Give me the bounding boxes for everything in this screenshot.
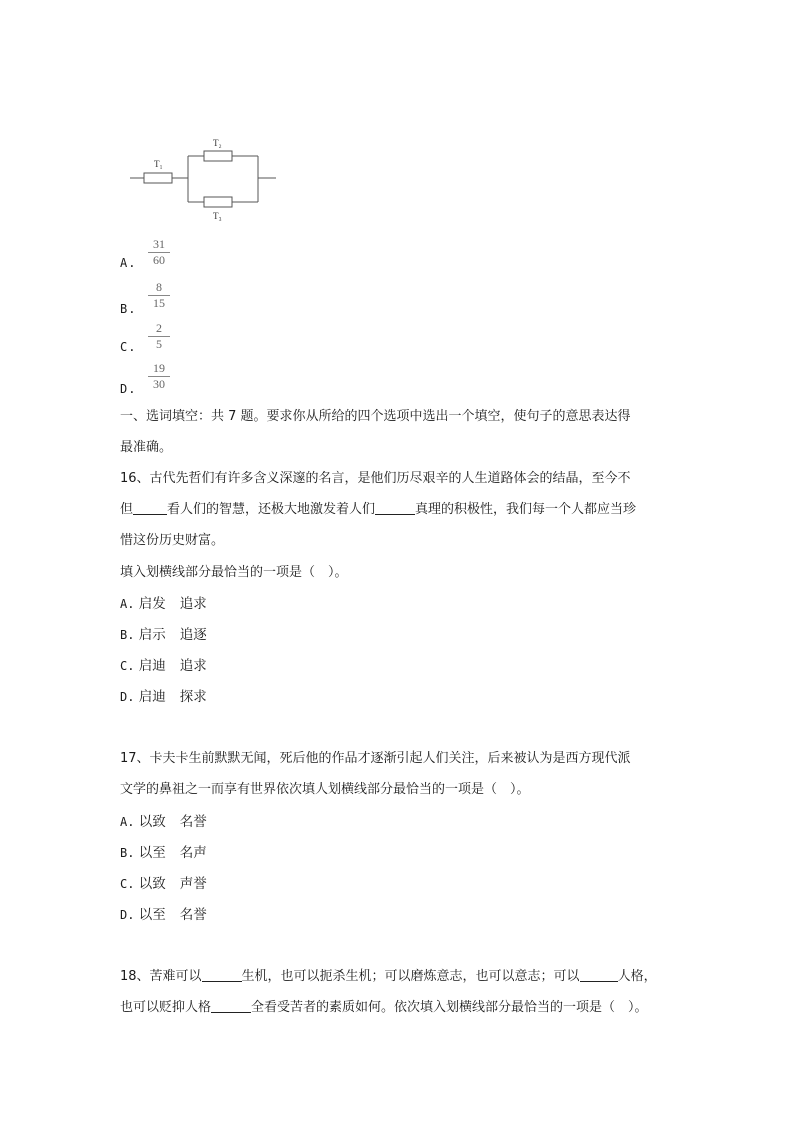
option-letter: B. [120, 628, 135, 642]
denominator: 15 [153, 296, 165, 310]
q17-option-d[interactable] [120, 903, 207, 923]
option-letter: A. [120, 597, 135, 611]
option-letter: A. [120, 815, 135, 829]
q16-text-segment: 真理的积极性，我们每一个人都应当珍 [415, 502, 637, 517]
resistor-t3 [204, 197, 232, 207]
option-word-1: 以至 [138, 907, 166, 923]
q16-text-line-2 [120, 498, 636, 517]
q18-text-segment: 也可以贬抑人格 [120, 1000, 212, 1015]
option-word-1: 以至 [138, 845, 166, 861]
circuit-diagram [128, 136, 278, 222]
numerator: 19 [153, 361, 165, 375]
option-word-2: 探求 [179, 689, 207, 705]
option-letter: D. [120, 908, 135, 922]
option-letter: B. [120, 846, 135, 860]
option-word-2: 声誉 [179, 876, 207, 892]
numerator: 31 [153, 237, 165, 251]
resistor-t1 [144, 173, 172, 183]
q16-text-line-3: 惜这份历史财富。 [120, 533, 225, 548]
option-letter: B. [120, 302, 137, 316]
fraction [148, 322, 170, 351]
q17-option-c[interactable] [120, 872, 207, 892]
option-word-1: 以致 [138, 814, 166, 830]
option-word-2: 追逐 [179, 627, 207, 643]
option-letter: D. [120, 690, 135, 704]
q16-option-b[interactable] [120, 623, 207, 643]
numerator: 8 [156, 280, 162, 294]
q18-text-segment: 人格， [617, 969, 657, 984]
resistor-t2 [204, 151, 232, 161]
option-letter: D. [120, 382, 137, 396]
label-t2: T₂ [213, 138, 222, 148]
q16-text-line-1: 16、古代先哲们有许多含义深邃的名言，是他们历尽艰辛的人生道路体会的结晶，至今不 [120, 471, 631, 486]
answer-blank[interactable] [211, 998, 251, 1013]
denominator: 30 [153, 377, 165, 391]
option-word-2: 名誉 [179, 814, 207, 830]
option-word-1: 以致 [138, 876, 166, 892]
q16-option-a[interactable] [120, 592, 207, 612]
q18-text-line-2 [120, 996, 648, 1015]
option-letter: C. [120, 659, 135, 673]
option-word-1: 启发 [138, 596, 166, 612]
q18-text-line-1 [120, 965, 657, 984]
option-word-1: 启迪 [138, 658, 166, 674]
q18-text-segment: 生机，也可以扼杀生机；可以磨炼意志，也可以意志；可以 [241, 969, 580, 984]
answer-blank[interactable] [133, 500, 167, 515]
option-letter: C. [120, 340, 137, 354]
option-letter: C. [120, 877, 135, 891]
q16-option-c[interactable] [120, 654, 207, 674]
q16-text-segment: 看人们的智慧，还极大地激发着人们 [167, 502, 376, 517]
answer-blank[interactable] [202, 967, 242, 982]
q16-option-d[interactable] [120, 685, 207, 705]
option-letter: A. [120, 256, 137, 270]
q17-option-b[interactable] [120, 841, 207, 861]
q18-text-segment: 18、苦难可以 [120, 969, 202, 984]
fraction [148, 362, 170, 391]
option-word-2: 名誉 [179, 907, 207, 923]
section-heading-line-1: 一、选词填空：共 7 题。要求你从所给的四个选项中选出一个填空，使句子的意思表达得 [120, 409, 631, 424]
answer-blank[interactable] [375, 500, 415, 515]
option-word-2: 追求 [179, 658, 207, 674]
denominator: 5 [156, 337, 162, 351]
fraction [148, 281, 170, 310]
q17-option-a[interactable] [120, 810, 207, 830]
denominator: 60 [153, 253, 165, 267]
q17-text-line-2: 文学的鼻祖之一而享有世界依次填人划横线部分最恰当的一项是（ ）。 [120, 782, 530, 797]
label-t3: T₃ [213, 211, 222, 221]
q17-text-line-1: 17、卡夫卡生前默默无闻，死后他的作品才逐渐引起人们关注，后来被认为是西方现代派 [120, 751, 631, 766]
option-word-2: 追求 [179, 596, 207, 612]
numerator: 2 [156, 321, 162, 335]
q16-text-segment: 但 [120, 502, 134, 517]
q18-text-segment: 全看受苦者的素质如何。依次填入划横线部分最恰当的一项是（ ）。 [251, 1000, 648, 1015]
option-word-2: 名声 [179, 845, 207, 861]
fraction [148, 238, 170, 267]
label-t1: T₁ [154, 159, 163, 169]
q16-prompt: 填入划横线部分最恰当的一项是（ ）。 [120, 565, 348, 580]
option-word-1: 启示 [138, 627, 166, 643]
option-word-1: 启迪 [138, 689, 166, 705]
answer-blank[interactable] [580, 967, 618, 982]
section-heading-line-2: 最准确。 [120, 440, 173, 455]
